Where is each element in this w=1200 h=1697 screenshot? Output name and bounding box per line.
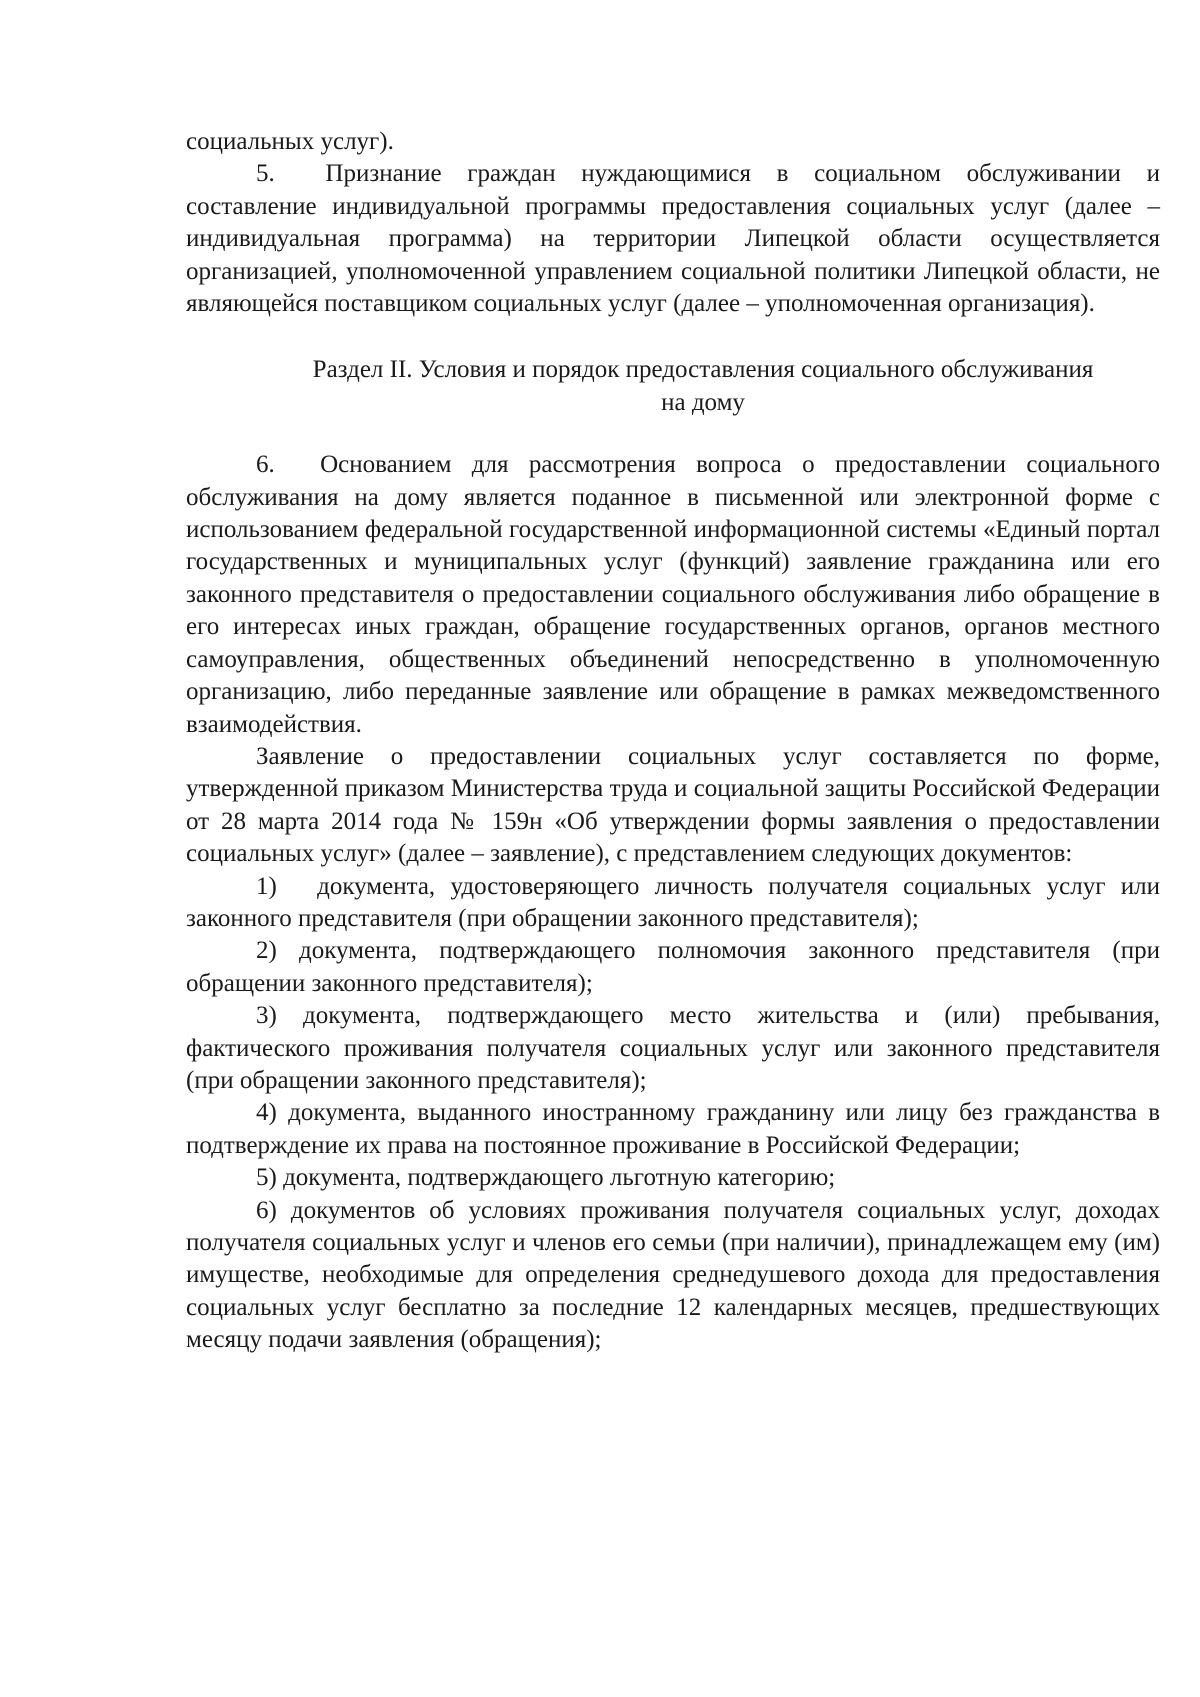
section-heading-line-2: на дому [661,388,745,416]
application-paragraph: Заявление о предоставлении социальных услуг составляется по форме, утвержденной приказом Министерства труда и социальной защиты Российской Федерации от 28 марта 2014 года № 159н «Об утверждении формы заявления о предоставлении социальных услуг» (далее – заявление), с представлением следующих документов: [186,742,1160,868]
list-item: 4) документа, выданного иностранному гражданину или лицу без гражданства в подтверждение их права на постоянное проживание в Российской Федерации; [186,1099,1160,1159]
section-heading [186,354,1160,419]
item-5-paragraph: 5. Признание граждан нуждающимися в социальном обслуживании и составление индивидуальной программы предоставления социальных услуг (далее – индивидуальная программа) на территории Липецкой области осуществляется организацией, уполномоченной управлением социальной политики Липецкой области, не являющейся поставщиком социальных услуг (далее – уполномоченная организация). [186,160,1160,318]
list-item: 5) документа, подтверждающего льготную категорию; [256,1164,836,1192]
list-item: 2) документа, подтверждающего полномочия законного представителя (при обращении законного представителя); [186,937,1160,997]
list-item: 1) документа, удостоверяющего личность получателя социальных услуг или законного представителя (при обращении законного представителя); [186,872,1160,932]
document-page [186,126,1160,1357]
item-6-paragraph: 6. Основанием для рассмотрения вопроса о предоставлении социального обслуживания на дому является поданное в письменной или электронной форме с использованием федеральной государственной информационной системы «Единый портал государственных и муниципальных услуг (функций) заявление гражданина или его законного представителя о предоставлении социального обслуживания либо обращение в его интересах иных граждан, обращение государственных органов, органов местного самоуправления, общественных объединений непосредственно в уполномоченную организацию, либо переданные заявление или обращение в рамках межведомственного взаимодействия. [186,451,1160,738]
section-heading-line-1: Раздел II. Условия и порядок предоставления социального обслуживания [312,356,1094,384]
continuation-text: социальных услуг). [186,128,394,155]
list-item: 6) документов об условиях проживания получателя социальных услуг, доходах получателя социальных услуг и членов его семьи (при наличии), принадлежащем ему (им) имуществе, необходимые для определения среднедушевого дохода для предоставления социальных услуг бесплатно за последние 12 календарных месяцев, предшествующих месяцу подачи заявления (обращения); [186,1196,1160,1354]
list-item: 3) документа, подтверждающего место жительства и (или) пребывания, фактического проживания получателя социальных услуг или законного представителя (при обращении законного представителя); [186,1002,1160,1094]
